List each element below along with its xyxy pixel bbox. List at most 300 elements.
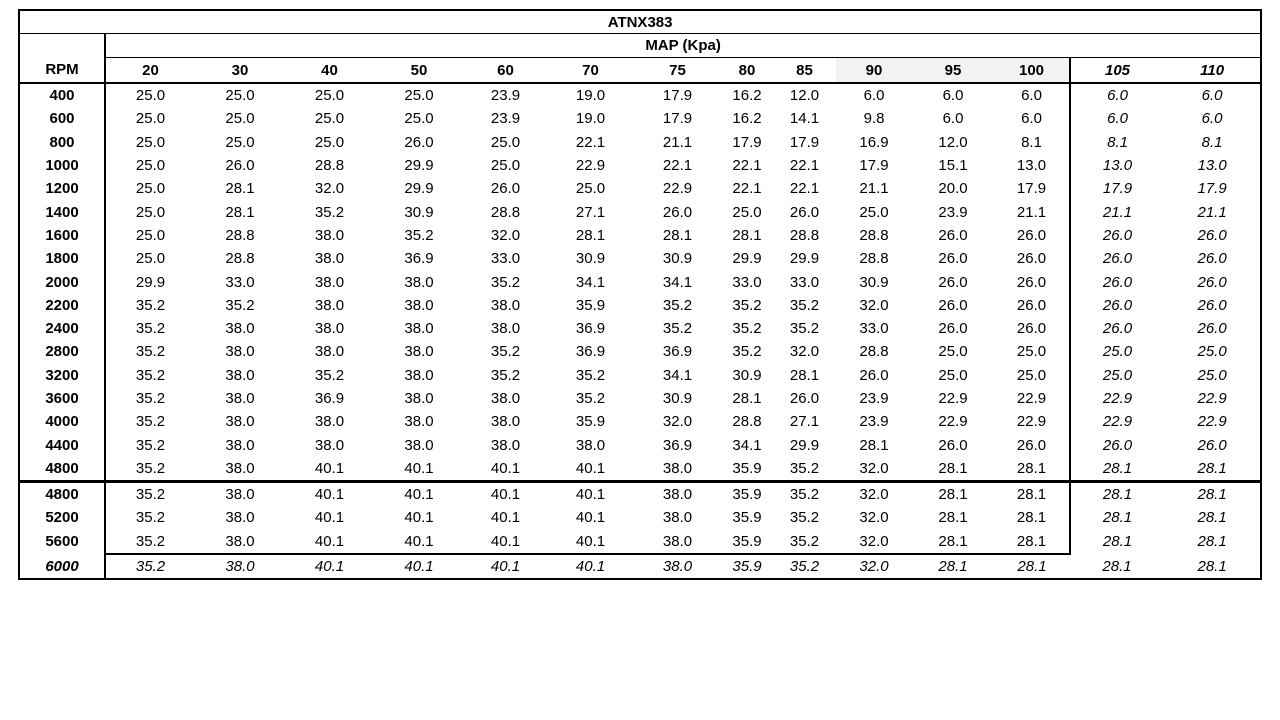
- value-cell: 25.0: [225, 110, 255, 128]
- value-cell: 38.0: [314, 226, 345, 244]
- value-cell: 26.0: [1070, 317, 1164, 340]
- value-cell: 22.9: [1164, 387, 1261, 410]
- value-cell: 29.9: [135, 273, 166, 291]
- value-cell: 23.9: [490, 87, 521, 105]
- table-row: [19, 317, 1261, 340]
- value-cell: 35.2: [105, 554, 195, 579]
- value-cell: 35.9: [721, 457, 773, 482]
- value-cell: 28.1: [1164, 530, 1261, 554]
- value-cell: 33.0: [490, 250, 521, 268]
- table-row: [19, 506, 1261, 529]
- value-cell: 26.0: [789, 390, 820, 407]
- value-cell: 38.0: [225, 343, 255, 361]
- table-row: [19, 340, 1261, 363]
- value-cell: 26.0: [1164, 433, 1261, 456]
- value-cell: 22.1: [732, 157, 762, 175]
- value-cell: 40.1: [464, 554, 547, 579]
- value-cell: 35.2: [225, 296, 255, 314]
- value-cell: 35.2: [490, 366, 521, 384]
- value-cell: 30.9: [859, 273, 889, 291]
- value-cell: 40.1: [374, 554, 464, 579]
- value-cell: 35.2: [135, 343, 166, 361]
- table-row: [19, 457, 1261, 482]
- value-cell: 26.0: [789, 203, 820, 221]
- value-cell: 6.0: [1021, 110, 1042, 128]
- value-cell: 28.1: [1070, 554, 1164, 579]
- table-title: ATNX383: [19, 10, 1261, 34]
- value-cell: 28.8: [490, 203, 521, 221]
- rpm-cell: 400: [19, 83, 105, 107]
- value-cell: 25.0: [314, 110, 345, 128]
- value-cell: 13.0: [1070, 154, 1164, 177]
- value-cell: 38.0: [314, 413, 345, 431]
- column-header: 30: [195, 58, 285, 84]
- value-cell: 21.1: [1070, 200, 1164, 223]
- value-cell: 38.0: [404, 436, 434, 454]
- value-cell: 26.0: [938, 226, 968, 244]
- value-cell: 22.1: [662, 157, 693, 175]
- value-cell: 12.0: [789, 87, 820, 105]
- value-cell: 38.0: [195, 457, 285, 482]
- value-cell: 27.1: [789, 413, 820, 431]
- value-cell: 28.1: [575, 226, 606, 244]
- value-cell: 40.1: [490, 509, 521, 527]
- value-cell: 35.2: [575, 390, 606, 407]
- value-cell: 33.0: [789, 273, 820, 291]
- value-cell: 16.9: [859, 133, 889, 151]
- value-cell: 20.0: [938, 180, 968, 198]
- value-cell: 26.0: [1016, 296, 1047, 314]
- value-cell: 23.9: [490, 110, 521, 128]
- value-cell: 35.2: [732, 296, 762, 314]
- value-cell: 25.0: [314, 133, 345, 151]
- rpm-cell: 1400: [19, 200, 105, 223]
- value-cell: 26.0: [1164, 247, 1261, 270]
- value-cell: 22.9: [938, 390, 968, 407]
- value-cell: 25.0: [732, 203, 762, 221]
- value-cell: 28.1: [1164, 506, 1261, 529]
- value-cell: 28.1: [732, 226, 762, 244]
- value-cell: 25.0: [135, 110, 166, 128]
- value-cell: 40.1: [285, 457, 374, 482]
- value-cell: 35.2: [773, 457, 836, 482]
- value-cell: 25.0: [404, 110, 434, 128]
- value-cell: 40.1: [547, 457, 634, 482]
- rpm-cell: 3200: [19, 364, 105, 387]
- value-cell: 35.2: [773, 530, 836, 554]
- value-cell: 16.2: [732, 110, 762, 128]
- value-cell: 22.9: [1070, 410, 1164, 433]
- value-cell: 26.0: [1070, 270, 1164, 293]
- value-cell: 25.0: [1164, 364, 1261, 387]
- value-cell: 25.0: [135, 157, 166, 175]
- value-cell: 33.0: [732, 273, 762, 291]
- value-cell: 22.9: [938, 413, 968, 431]
- table-row: [19, 154, 1261, 177]
- rpm-header-spacer: [19, 34, 105, 58]
- value-cell: 28.8: [859, 226, 889, 244]
- value-cell: 36.9: [575, 320, 606, 338]
- value-cell: 25.0: [135, 250, 166, 268]
- value-cell: 38.0: [662, 509, 693, 527]
- value-cell: 38.0: [404, 390, 434, 407]
- table-row: [19, 177, 1261, 200]
- table-row: [19, 554, 1261, 579]
- table-row: [19, 294, 1261, 317]
- value-cell: 6.0: [942, 87, 964, 105]
- value-cell: 35.2: [490, 273, 521, 291]
- value-cell: 26.0: [1164, 270, 1261, 293]
- value-cell: 32.0: [836, 530, 912, 554]
- value-cell: 35.2: [135, 436, 166, 454]
- value-cell: 35.2: [314, 366, 345, 384]
- value-cell: 34.1: [732, 436, 762, 454]
- column-header: 75: [634, 58, 721, 84]
- column-header: 70: [547, 58, 634, 84]
- value-cell: 28.1: [1070, 506, 1164, 529]
- value-cell: 28.8: [314, 157, 345, 175]
- value-cell: 28.1: [789, 366, 820, 384]
- value-cell: 26.0: [490, 180, 521, 198]
- value-cell: 17.9: [789, 133, 820, 151]
- value-cell: 28.1: [994, 457, 1070, 482]
- value-cell: 23.9: [938, 203, 968, 221]
- value-cell: 12.0: [938, 133, 968, 151]
- value-cell: 17.9: [662, 110, 693, 128]
- column-header: 60: [464, 58, 547, 84]
- value-cell: 26.0: [938, 320, 968, 338]
- value-cell: 38.0: [225, 390, 255, 407]
- value-cell: 25.0: [225, 133, 255, 151]
- value-cell: 26.0: [938, 250, 968, 268]
- value-cell: 14.1: [789, 110, 820, 128]
- value-cell: 28.1: [994, 530, 1070, 554]
- value-cell: 38.0: [404, 296, 434, 314]
- column-header: 95: [912, 58, 994, 84]
- value-cell: 40.1: [464, 457, 547, 482]
- value-cell: 25.0: [938, 343, 968, 361]
- value-cell: 25.0: [314, 87, 345, 105]
- value-cell: 22.1: [789, 157, 820, 175]
- value-cell: 38.0: [404, 273, 434, 291]
- rpm-cell: 2000: [19, 270, 105, 293]
- value-cell: 30.9: [404, 203, 434, 221]
- value-cell: 28.1: [994, 554, 1070, 579]
- column-header: 40: [285, 58, 374, 84]
- rpm-cell: 1200: [19, 177, 105, 200]
- value-cell: 35.2: [135, 509, 166, 527]
- value-cell: 19.0: [575, 110, 606, 128]
- value-cell: 21.1: [1016, 203, 1047, 221]
- value-cell: 38.0: [314, 296, 345, 314]
- value-cell: 25.0: [1070, 364, 1164, 387]
- value-cell: 16.2: [732, 87, 762, 105]
- column-header: 105: [1070, 58, 1164, 84]
- value-cell: 38.0: [225, 486, 255, 504]
- value-cell: 25.0: [225, 87, 255, 105]
- value-cell: 35.2: [662, 320, 693, 338]
- value-cell: 40.1: [314, 486, 345, 504]
- rpm-cell: 5200: [19, 506, 105, 529]
- value-cell: 22.9: [1016, 413, 1047, 431]
- table-body: [19, 83, 1261, 579]
- rpm-cell: 5600: [19, 530, 105, 554]
- value-cell: 38.0: [404, 413, 434, 431]
- value-cell: 36.9: [662, 343, 693, 361]
- value-cell: 34.1: [662, 273, 693, 291]
- value-cell: 28.1: [938, 486, 968, 504]
- rpm-cell: 2800: [19, 340, 105, 363]
- value-cell: 26.0: [938, 296, 968, 314]
- value-cell: 8.1: [1021, 133, 1042, 151]
- value-cell: 38.0: [490, 413, 521, 431]
- value-cell: 38.0: [634, 530, 721, 554]
- value-cell: 26.0: [404, 133, 434, 151]
- value-cell: 6.0: [863, 87, 885, 105]
- value-cell: 29.9: [789, 436, 820, 454]
- value-cell: 32.0: [789, 343, 820, 361]
- value-cell: 35.2: [789, 296, 820, 314]
- rpm-cell: 6000: [19, 554, 105, 579]
- column-header: 90: [836, 58, 912, 84]
- value-cell: 25.0: [1164, 340, 1261, 363]
- value-cell: 38.0: [195, 530, 285, 554]
- value-cell: 26.0: [1070, 247, 1164, 270]
- value-cell: 22.9: [575, 157, 606, 175]
- value-cell: 36.9: [404, 250, 434, 268]
- value-cell: 29.9: [732, 250, 762, 268]
- value-cell: 21.1: [662, 133, 693, 151]
- value-cell: 26.0: [1164, 224, 1261, 247]
- value-cell: 40.1: [374, 457, 464, 482]
- value-cell: 22.9: [1016, 390, 1047, 407]
- value-cell: 17.9: [662, 87, 693, 105]
- value-cell: 40.1: [404, 486, 434, 504]
- value-cell: 26.0: [938, 436, 968, 454]
- value-cell: 40.1: [575, 486, 606, 504]
- value-cell: 36.9: [662, 436, 693, 454]
- value-cell: 35.2: [490, 343, 521, 361]
- table-row: [19, 270, 1261, 293]
- value-cell: 28.1: [1016, 509, 1047, 527]
- value-cell: 17.9: [1070, 177, 1164, 200]
- value-cell: 13.0: [1164, 154, 1261, 177]
- value-cell: 26.0: [225, 157, 255, 175]
- value-cell: 17.9: [1016, 180, 1047, 198]
- value-cell: 25.0: [1070, 340, 1164, 363]
- value-cell: 40.1: [547, 554, 634, 579]
- value-cell: 22.9: [1070, 387, 1164, 410]
- value-cell: 38.0: [225, 509, 255, 527]
- value-cell: 25.0: [135, 203, 166, 221]
- value-cell: 40.1: [404, 509, 434, 527]
- value-cell: 38.0: [314, 436, 345, 454]
- rpm-cell: 1800: [19, 247, 105, 270]
- value-cell: 6.0: [1164, 107, 1261, 130]
- value-cell: 35.2: [732, 343, 762, 361]
- map-axis-label: MAP (Kpa): [105, 34, 1261, 58]
- value-cell: 28.1: [938, 509, 968, 527]
- column-header: 110: [1164, 58, 1261, 84]
- value-cell: 40.1: [285, 530, 374, 554]
- value-cell: 22.1: [732, 180, 762, 198]
- value-cell: 38.0: [490, 390, 521, 407]
- value-cell: 32.0: [859, 296, 889, 314]
- rpm-cell: 4800: [19, 457, 105, 482]
- value-cell: 36.9: [314, 390, 345, 407]
- value-cell: 40.1: [490, 486, 521, 504]
- value-cell: 8.1: [1070, 131, 1164, 154]
- value-cell: 38.0: [225, 366, 255, 384]
- value-cell: 32.0: [836, 554, 912, 579]
- rpm-cell: 600: [19, 107, 105, 130]
- value-cell: 6.0: [942, 110, 964, 128]
- value-cell: 35.2: [135, 296, 166, 314]
- value-cell: 26.0: [1070, 224, 1164, 247]
- value-cell: 17.9: [1164, 177, 1261, 200]
- value-cell: 30.9: [732, 366, 762, 384]
- value-cell: 29.9: [789, 250, 820, 268]
- column-header: 20: [105, 58, 195, 84]
- value-cell: 25.0: [1016, 343, 1047, 361]
- value-cell: 28.1: [1070, 457, 1164, 482]
- value-cell: 30.9: [662, 390, 693, 407]
- rpm-cell: 3600: [19, 387, 105, 410]
- value-cell: 38.0: [662, 486, 693, 504]
- value-cell: 30.9: [662, 250, 693, 268]
- value-cell: 28.1: [1070, 482, 1164, 507]
- rpm-cell: 4400: [19, 433, 105, 456]
- value-cell: 35.9: [721, 554, 773, 579]
- value-cell: 28.1: [1164, 457, 1261, 482]
- value-cell: 23.9: [859, 390, 889, 407]
- value-cell: 38.0: [634, 457, 721, 482]
- value-cell: 28.1: [662, 226, 693, 244]
- value-cell: 28.8: [225, 226, 255, 244]
- value-cell: 28.1: [1164, 554, 1261, 579]
- value-cell: 30.9: [575, 250, 606, 268]
- column-header: 85: [773, 58, 836, 84]
- value-cell: 6.0: [1021, 87, 1042, 105]
- value-cell: 32.0: [859, 486, 889, 504]
- value-cell: 9.8: [863, 110, 885, 128]
- value-cell: 25.0: [1016, 366, 1047, 384]
- value-cell: 38.0: [490, 296, 521, 314]
- table-row: [19, 224, 1261, 247]
- value-cell: 38.0: [634, 554, 721, 579]
- value-cell: 26.0: [1164, 294, 1261, 317]
- value-cell: 25.0: [404, 87, 434, 105]
- value-cell: 25.0: [135, 133, 166, 151]
- table-row: [19, 247, 1261, 270]
- value-cell: 25.0: [490, 133, 521, 151]
- value-cell: 35.9: [732, 486, 762, 504]
- value-cell: 29.9: [404, 180, 434, 198]
- value-cell: 17.9: [859, 157, 889, 175]
- value-cell: 35.9: [575, 296, 606, 314]
- value-cell: 35.2: [789, 320, 820, 338]
- value-cell: 23.9: [859, 413, 889, 431]
- rpm-cell: 4000: [19, 410, 105, 433]
- value-cell: 32.0: [662, 413, 693, 431]
- rpm-cell: 4800: [19, 482, 105, 507]
- column-header: 100: [994, 58, 1070, 84]
- value-cell: 40.1: [547, 530, 634, 554]
- value-cell: 22.9: [662, 180, 693, 198]
- value-cell: 40.1: [314, 509, 345, 527]
- value-cell: 26.0: [859, 366, 889, 384]
- value-cell: 38.0: [195, 554, 285, 579]
- value-cell: 6.0: [1070, 83, 1164, 107]
- value-cell: 26.0: [1016, 320, 1047, 338]
- value-cell: 26.0: [662, 203, 693, 221]
- value-cell: 33.0: [225, 273, 255, 291]
- value-cell: 28.8: [225, 250, 255, 268]
- value-cell: 40.1: [464, 530, 547, 554]
- value-cell: 35.2: [404, 226, 434, 244]
- value-cell: 21.1: [1164, 200, 1261, 223]
- value-cell: 35.2: [662, 296, 693, 314]
- value-cell: 38.0: [575, 436, 606, 454]
- value-cell: 28.1: [1070, 530, 1164, 554]
- value-cell: 35.2: [105, 530, 195, 554]
- value-cell: 35.2: [135, 320, 166, 338]
- value-cell: 35.2: [135, 390, 166, 407]
- value-cell: 35.9: [732, 509, 762, 527]
- value-cell: 35.2: [135, 413, 166, 431]
- value-cell: 25.0: [938, 366, 968, 384]
- value-cell: 40.1: [285, 554, 374, 579]
- value-cell: 26.0: [938, 273, 968, 291]
- value-cell: 22.1: [575, 133, 606, 151]
- value-cell: 15.1: [938, 157, 968, 175]
- value-cell: 28.1: [859, 436, 889, 454]
- rpm-cell: 800: [19, 131, 105, 154]
- rpm-cell: 2400: [19, 317, 105, 340]
- value-cell: 25.0: [575, 180, 606, 198]
- value-cell: 35.9: [721, 530, 773, 554]
- value-cell: 38.0: [314, 320, 345, 338]
- value-cell: 36.9: [575, 343, 606, 361]
- table-row: [19, 530, 1261, 554]
- value-cell: 40.1: [575, 509, 606, 527]
- value-cell: 35.2: [575, 366, 606, 384]
- value-cell: 38.0: [225, 436, 255, 454]
- value-cell: 38.0: [490, 320, 521, 338]
- value-cell: 38.0: [314, 250, 345, 268]
- value-cell: 38.0: [225, 320, 255, 338]
- table-row: [19, 387, 1261, 410]
- value-cell: 32.0: [836, 457, 912, 482]
- table-row: [19, 131, 1261, 154]
- value-cell: 8.1: [1164, 131, 1261, 154]
- table-row: [19, 482, 1261, 507]
- value-cell: 26.0: [1016, 250, 1047, 268]
- value-cell: 28.1: [225, 203, 255, 221]
- value-cell: 38.0: [314, 343, 345, 361]
- value-cell: 35.2: [789, 509, 820, 527]
- value-cell: 26.0: [1070, 294, 1164, 317]
- table-row: [19, 410, 1261, 433]
- value-cell: 26.0: [1016, 436, 1047, 454]
- value-cell: 38.0: [314, 273, 345, 291]
- value-cell: 38.0: [404, 366, 434, 384]
- value-cell: 32.0: [859, 509, 889, 527]
- value-cell: 38.0: [404, 343, 434, 361]
- value-cell: 28.8: [859, 250, 889, 268]
- value-cell: 13.0: [1016, 157, 1047, 175]
- value-cell: 35.9: [575, 413, 606, 431]
